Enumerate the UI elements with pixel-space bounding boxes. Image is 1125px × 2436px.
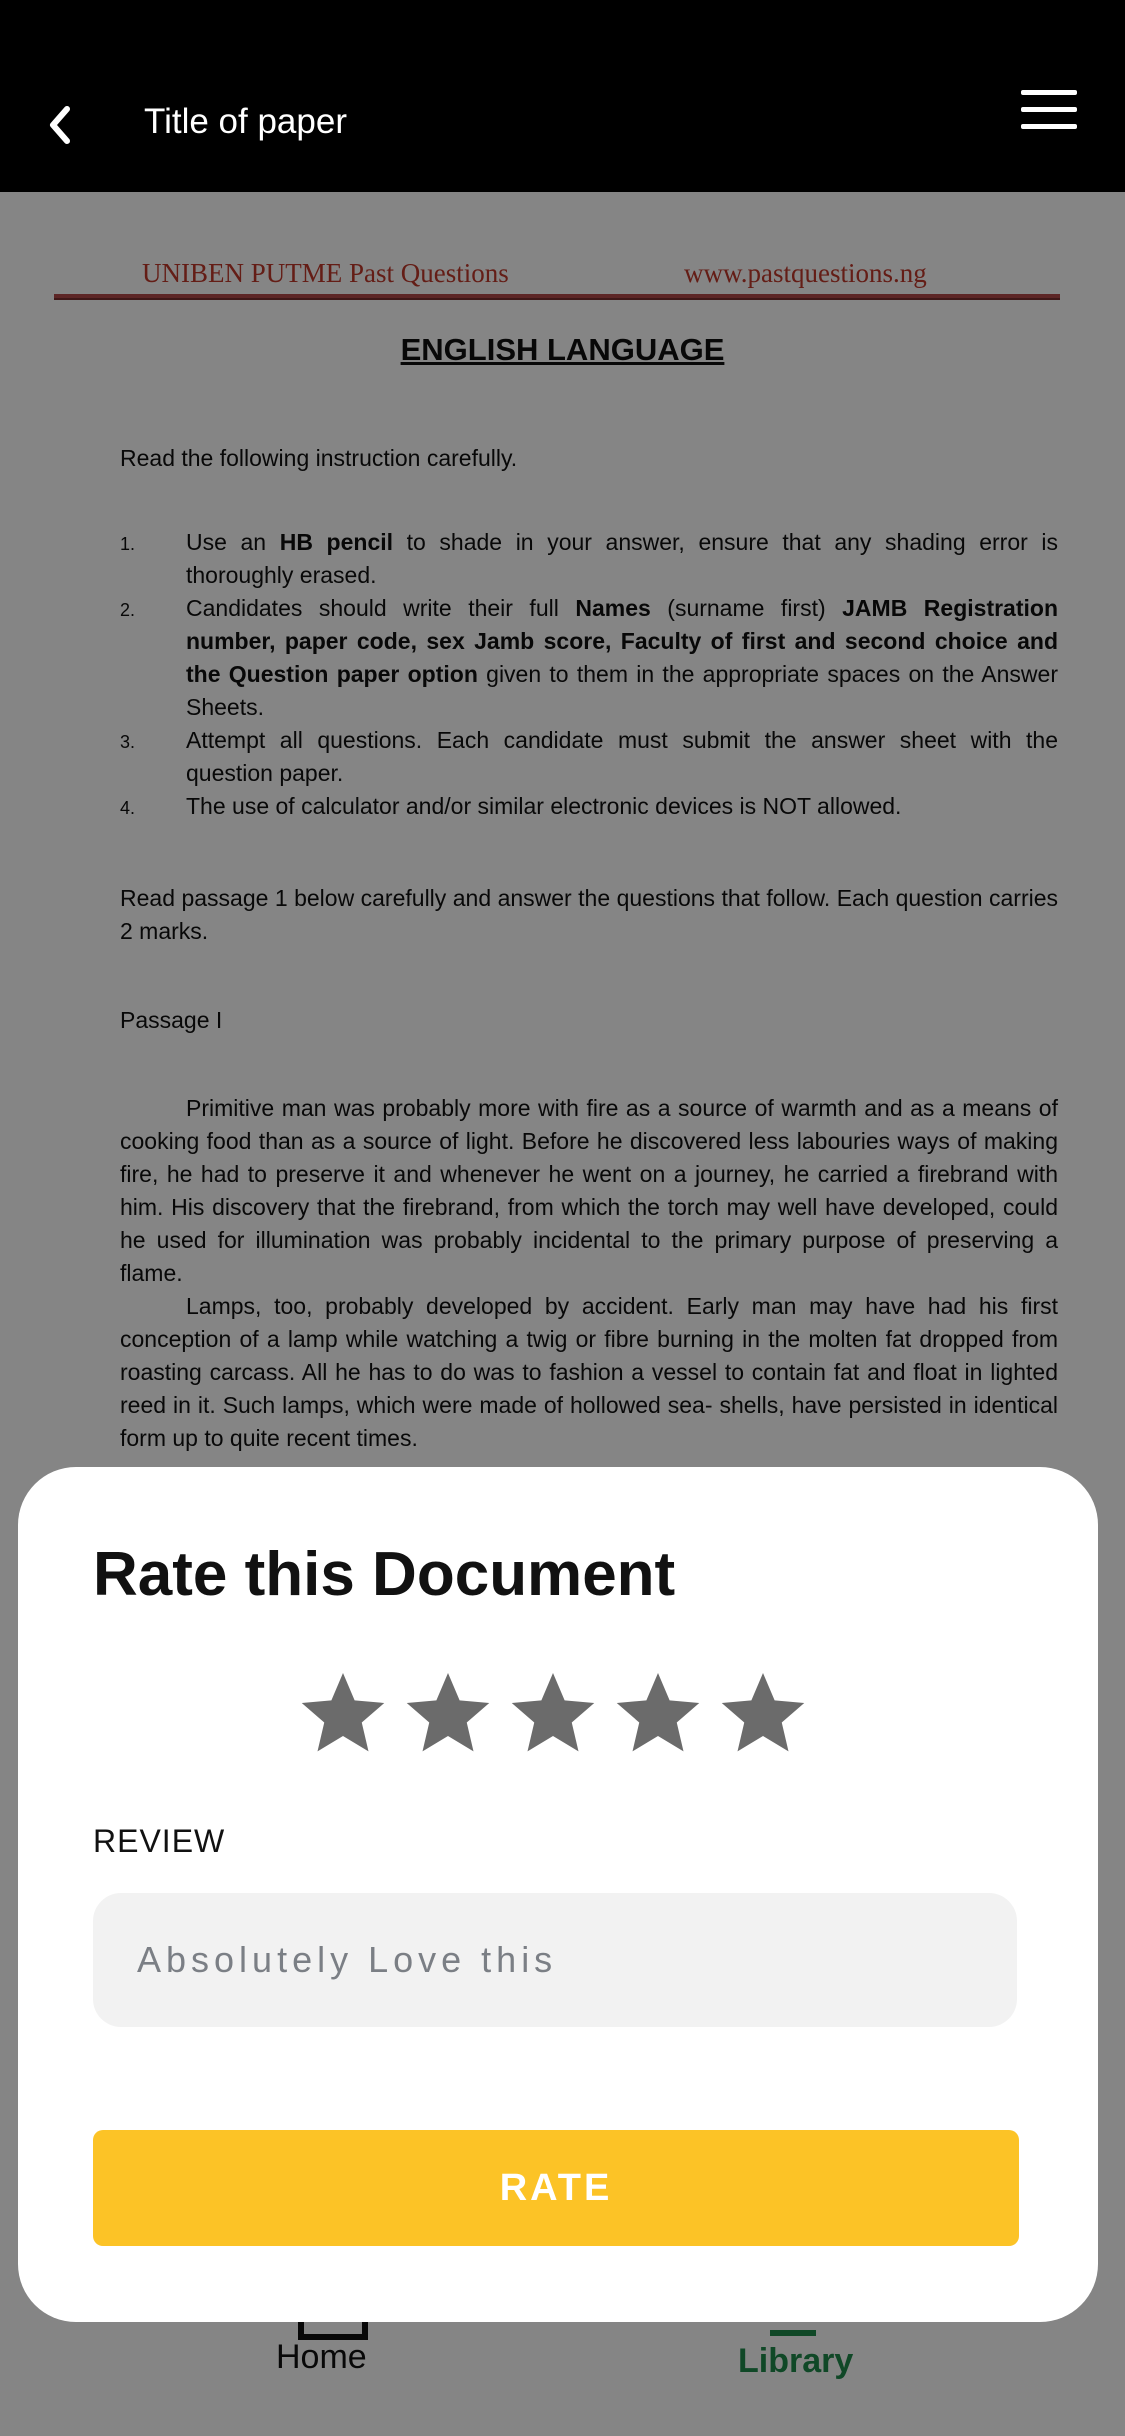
- instruction-text: Attempt all questions. Each candidate must submit the answer sheet with the question paper.: [186, 727, 1058, 786]
- star-icon[interactable]: [403, 1667, 493, 1757]
- menu-button[interactable]: [1021, 90, 1077, 130]
- review-input[interactable]: [93, 1893, 1017, 2027]
- review-label: REVIEW: [93, 1823, 226, 1859]
- instruction-number: 1.: [120, 534, 136, 554]
- star-icon[interactable]: [613, 1667, 703, 1757]
- app-header: [0, 0, 1125, 192]
- star-icon[interactable]: [718, 1667, 808, 1757]
- rate-button[interactable]: RATE: [93, 2130, 1019, 2246]
- instruction-number: 2.: [120, 600, 136, 620]
- instruction-text: Use an HB pencil to shade in your answer, ensure that any shading error is thoroughly erased.: [186, 529, 1059, 588]
- instruction-number: 4.: [120, 798, 136, 818]
- instruction-text: Candidates should write their full Names (surname first) JAMB Registration number, paper code, sex Jamb score, Faculty of first and second choice and the Question paper option given to them in the appropriate spaces on the Answer Sheets.: [186, 595, 1058, 720]
- hamburger-icon: [1021, 90, 1077, 95]
- instruction-number: 3.: [120, 732, 136, 752]
- instruction-text: Read the following instruction carefully.: [120, 445, 518, 471]
- page-title: Title of paper: [144, 102, 347, 141]
- hamburger-icon: [1021, 124, 1077, 129]
- star-icon[interactable]: [298, 1667, 388, 1757]
- rating-title: Rate this Document: [93, 1540, 676, 1609]
- passage-paragraph-1: Primitive man was probably more with fire as a source of warmth and as a means of cooking food than as a source of light. Before he discovered less labouries ways of making fire, he had to preserve it and whenever he went on a journey, he carried a firebrand with him. His discovery that the firebrand, from which the torch may well have developed, could he used for illumination was probably incidental to the primary purpose of preserving a flame.: [120, 1095, 1058, 1286]
- passage-paragraph-2: Lamps, too, probably developed by accident. Early man may have had his first conception of a lamp while watching a twig or fibre burning in the molten fat dropped from roasting carcass. All he has to do was to fashion a vessel to contain fat and float in lighted reed in it. Such lamps, which were made of hollowed sea- shells, have persisted in identical form up to quite recent times.: [120, 1293, 1058, 1451]
- document-header-right: www.pastquestions.ng: [684, 258, 927, 288]
- star-icon[interactable]: [508, 1667, 598, 1757]
- nav-home[interactable]: Home: [276, 2338, 367, 2376]
- rating-sheet: [18, 1467, 1098, 2322]
- star-rating[interactable]: [298, 1667, 808, 1759]
- document-header-left: UNIBEN PUTME Past Questions: [142, 258, 509, 288]
- nav-library[interactable]: Library: [738, 2342, 854, 2380]
- instruction-text: The use of calculator and/or similar electronic devices is NOT allowed.: [186, 793, 902, 819]
- hamburger-icon: [1021, 107, 1077, 112]
- back-button[interactable]: [40, 100, 80, 150]
- passage-label: Passage I: [120, 1007, 223, 1033]
- document-title: ENGLISH LANGUAGE: [400, 332, 725, 367]
- passage-intro: Read passage 1 below carefully and answer the questions that follow. Each question carries 2 marks.: [120, 885, 1058, 944]
- chevron-left-icon: [47, 105, 73, 145]
